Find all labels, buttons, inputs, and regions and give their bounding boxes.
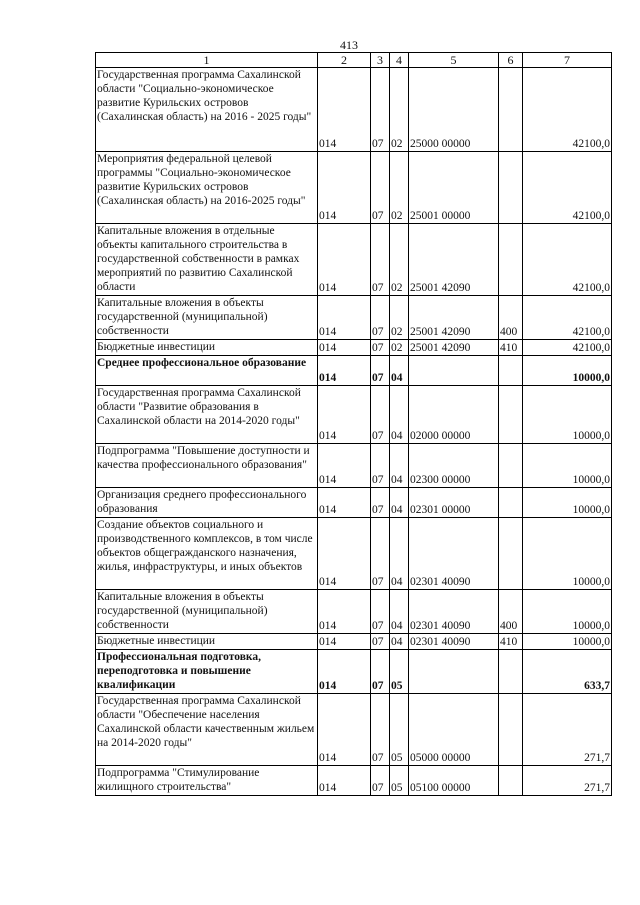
row-name: Мероприятия федеральной целевой программы "Социально-экономическое развитие Курильских островов (Сахалинская область) на 2016-2025 годы" [96, 152, 318, 224]
table-row [96, 694, 612, 766]
table-row [96, 296, 612, 340]
row-subsection-code: 04 [390, 634, 409, 650]
table-row [96, 488, 612, 518]
row-expense-type: 400 [499, 590, 523, 634]
row-target-article: 02301 00000 [409, 488, 499, 518]
row-ministry-code: 014 [318, 356, 371, 386]
row-section-code: 07 [371, 68, 390, 152]
row-expense-type: 410 [499, 340, 523, 356]
row-subsection-code: 02 [390, 224, 409, 296]
row-subsection-code: 04 [390, 518, 409, 590]
row-section-code: 07 [371, 356, 390, 386]
row-amount: 10000,0 [523, 518, 612, 590]
row-subsection-code: 02 [390, 296, 409, 340]
row-ministry-code: 014 [318, 152, 371, 224]
row-expense-type: 410 [499, 634, 523, 650]
row-name: Государственная программа Сахалинской области "Обеспечение населения Сахалинской области качественным жильем на 2014-2020 годы" [96, 694, 318, 766]
row-amount: 42100,0 [523, 224, 612, 296]
row-target-article: 02301 40090 [409, 518, 499, 590]
row-name: Подпрограмма "Стимулирование жилищного строительства" [96, 766, 318, 796]
row-section-code: 07 [371, 766, 390, 796]
row-expense-type [499, 518, 523, 590]
row-ministry-code: 014 [318, 386, 371, 444]
row-amount: 10000,0 [523, 488, 612, 518]
row-ministry-code: 014 [318, 518, 371, 590]
budget-table [95, 52, 612, 796]
row-name: Бюджетные инвестиции [96, 634, 318, 650]
row-target-article [409, 650, 499, 694]
row-name: Капитальные вложения в отдельные объекты капитального строительства в государственной собственности в рамках мероприятий по развитию Сахалинской области [96, 224, 318, 296]
row-ministry-code: 014 [318, 650, 371, 694]
row-expense-type [499, 444, 523, 488]
row-target-article: 25001 42090 [409, 296, 499, 340]
column-header: 6 [499, 53, 523, 68]
row-target-article: 25001 42090 [409, 224, 499, 296]
row-section-code: 07 [371, 488, 390, 518]
row-expense-type [499, 488, 523, 518]
row-section-code: 07 [371, 296, 390, 340]
row-name: Профессиональная подготовка, переподготовка и повышение квалификации [96, 650, 318, 694]
row-section-code: 07 [371, 634, 390, 650]
column-header: 7 [523, 53, 612, 68]
row-subsection-code: 04 [390, 590, 409, 634]
row-ministry-code: 014 [318, 766, 371, 796]
row-ministry-code: 014 [318, 590, 371, 634]
row-ministry-code: 014 [318, 340, 371, 356]
row-subsection-code: 02 [390, 68, 409, 152]
row-ministry-code: 014 [318, 694, 371, 766]
row-subsection-code: 02 [390, 340, 409, 356]
table-row [96, 356, 612, 386]
row-ministry-code: 014 [318, 68, 371, 152]
row-target-article: 02301 40090 [409, 590, 499, 634]
row-section-code: 07 [371, 340, 390, 356]
row-amount: 42100,0 [523, 152, 612, 224]
row-ministry-code: 014 [318, 444, 371, 488]
row-amount: 10000,0 [523, 590, 612, 634]
table-row [96, 634, 612, 650]
table-row [96, 650, 612, 694]
row-name: Бюджетные инвестиции [96, 340, 318, 356]
table-row [96, 386, 612, 444]
row-target-article: 25001 00000 [409, 152, 499, 224]
row-subsection-code: 04 [390, 444, 409, 488]
row-expense-type [499, 356, 523, 386]
table-row [96, 590, 612, 634]
table-row [96, 152, 612, 224]
table-row [96, 518, 612, 590]
row-ministry-code: 014 [318, 634, 371, 650]
row-amount: 271,7 [523, 766, 612, 796]
row-name: Организация среднего профессионального образования [96, 488, 318, 518]
row-subsection-code: 02 [390, 152, 409, 224]
column-header: 3 [371, 53, 390, 68]
row-name: Капитальные вложения в объекты государственной (муниципальной) собственности [96, 590, 318, 634]
row-target-article [409, 356, 499, 386]
row-name: Капитальные вложения в объекты государственной (муниципальной) собственности [96, 296, 318, 340]
row-name: Подпрограмма "Повышение доступности и качества профессионального образования" [96, 444, 318, 488]
row-section-code: 07 [371, 444, 390, 488]
row-section-code: 07 [371, 224, 390, 296]
row-expense-type [499, 224, 523, 296]
column-header: 1 [96, 53, 318, 68]
row-ministry-code: 014 [318, 296, 371, 340]
row-ministry-code: 014 [318, 224, 371, 296]
row-section-code: 07 [371, 650, 390, 694]
row-name: Государственная программа Сахалинской области "Социально-экономическое развитие Курильских островов (Сахалинская область) на 2016 - 2025 годы" [96, 68, 318, 152]
row-expense-type [499, 650, 523, 694]
row-expense-type [499, 694, 523, 766]
row-target-article: 25000 00000 [409, 68, 499, 152]
table-row [96, 224, 612, 296]
row-expense-type: 400 [499, 296, 523, 340]
column-header: 2 [318, 53, 371, 68]
row-target-article: 02301 40090 [409, 634, 499, 650]
row-expense-type [499, 766, 523, 796]
row-target-article: 25001 42090 [409, 340, 499, 356]
row-amount: 10000,0 [523, 634, 612, 650]
row-name: Среднее профессиональное образование [96, 356, 318, 386]
row-expense-type [499, 68, 523, 152]
row-target-article: 02300 00000 [409, 444, 499, 488]
row-amount: 10000,0 [523, 356, 612, 386]
row-section-code: 07 [371, 590, 390, 634]
row-section-code: 07 [371, 152, 390, 224]
table-row [96, 340, 612, 356]
row-ministry-code: 014 [318, 488, 371, 518]
page-number: 413 [340, 38, 358, 52]
row-subsection-code: 04 [390, 488, 409, 518]
table-row [96, 444, 612, 488]
column-header: 5 [409, 53, 499, 68]
table-header-row [96, 53, 612, 68]
row-section-code: 07 [371, 694, 390, 766]
row-amount: 42100,0 [523, 68, 612, 152]
row-subsection-code: 04 [390, 386, 409, 444]
column-header: 4 [390, 53, 409, 68]
row-expense-type [499, 152, 523, 224]
row-subsection-code: 05 [390, 650, 409, 694]
row-amount: 633,7 [523, 650, 612, 694]
row-subsection-code: 05 [390, 694, 409, 766]
row-subsection-code: 05 [390, 766, 409, 796]
row-amount: 10000,0 [523, 444, 612, 488]
row-section-code: 07 [371, 386, 390, 444]
row-expense-type [499, 386, 523, 444]
table-row [96, 766, 612, 796]
row-subsection-code: 04 [390, 356, 409, 386]
row-name: Создание объектов социального и производственного комплексов, в том числе объектов общегражданского назначения, жилья, инфраструктуры, и иных объектов [96, 518, 318, 590]
row-target-article: 05000 00000 [409, 694, 499, 766]
row-section-code: 07 [371, 518, 390, 590]
row-amount: 42100,0 [523, 340, 612, 356]
row-amount: 10000,0 [523, 386, 612, 444]
table-row [96, 68, 612, 152]
row-amount: 271,7 [523, 694, 612, 766]
row-name: Государственная программа Сахалинской области "Развитие образования в Сахалинской области на 2014-2020 годы" [96, 386, 318, 444]
row-amount: 42100,0 [523, 296, 612, 340]
row-target-article: 02000 00000 [409, 386, 499, 444]
row-target-article: 05100 00000 [409, 766, 499, 796]
